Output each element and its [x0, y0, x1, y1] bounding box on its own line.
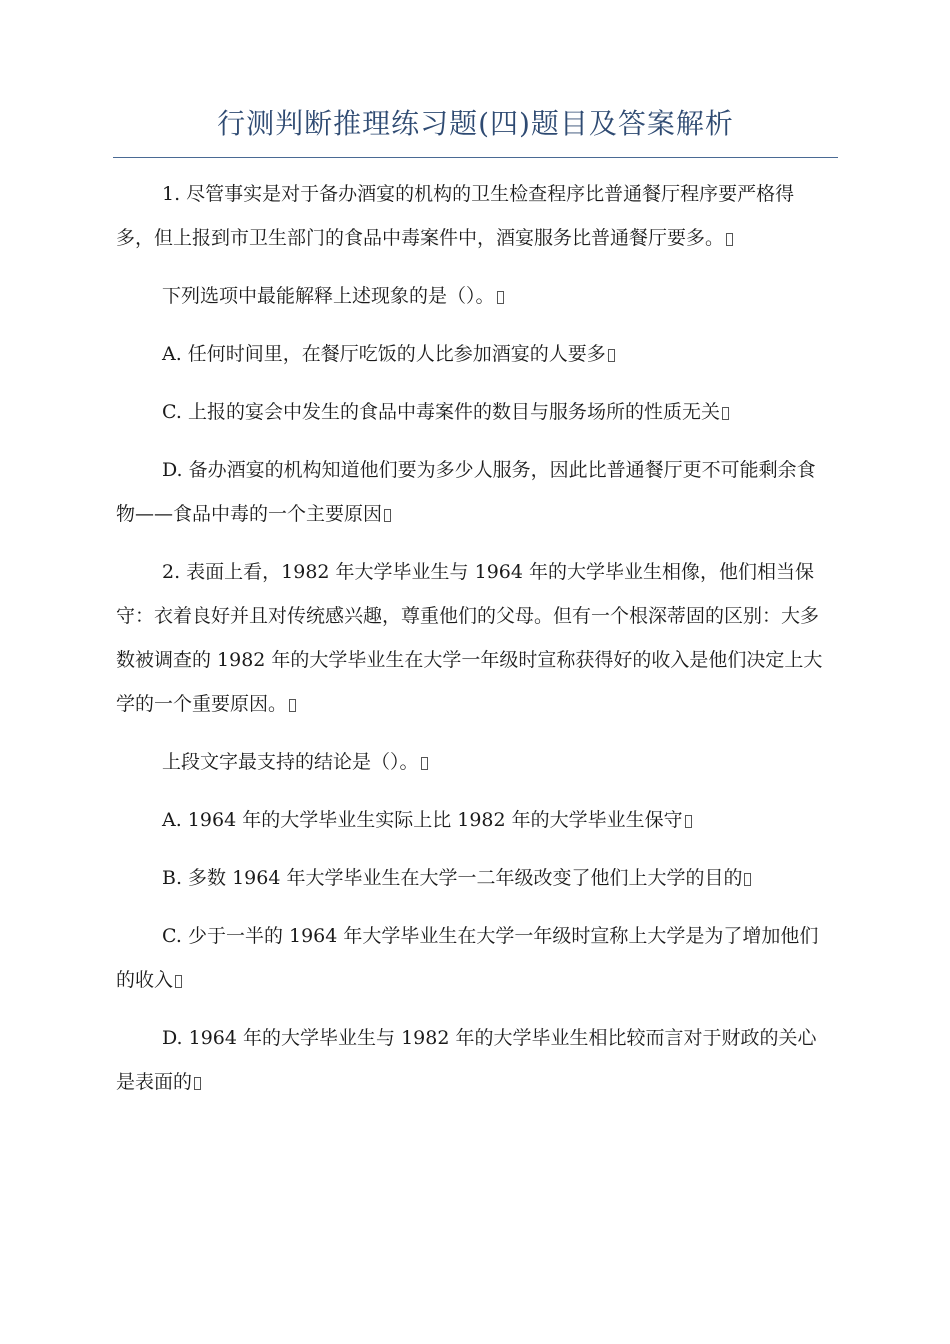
- question-1-option-a: A. 任何时间里，在餐厅吃饭的人比参加酒宴的人要多: [116, 332, 832, 376]
- paragraph-mark-icon: [194, 1077, 201, 1090]
- paragraph-mark-icon: [744, 873, 751, 886]
- question-1-prompt: 下列选项中最能解释上述现象的是（）。: [116, 274, 832, 318]
- paragraph-mark-icon: [175, 975, 182, 988]
- question-2-option-c: C. 少于一半的 1964 年大学毕业生在大学一年级时宣称上大学是为了增加他们的收入: [116, 925, 819, 991]
- question-1-stem: 1. 尽管事实是对于备办酒宴的机构的卫生检查程序比普通餐厅程序要严格得多，但上报到市卫生部门的食品中毒案件中，酒宴服务比普通餐厅要多。: [116, 183, 795, 249]
- paragraph-mark-icon: [685, 815, 692, 828]
- document-body: [116, 172, 832, 1118]
- question-2-prompt: 上段文字最支持的结论是（）。: [116, 740, 832, 784]
- paragraph-mark-icon: [421, 757, 428, 770]
- paragraph-mark-icon: [497, 291, 504, 304]
- question-2-option-b: B. 多数 1964 年大学毕业生在大学一二年级改变了他们上大学的目的: [116, 856, 832, 900]
- question-2-stem: 2. 表面上看，1982 年大学毕业生与 1964 年的大学毕业生相像，他们相当保守：衣着良好并且对传统感兴趣，尊重他们的父母。但有一个根深蒂固的区别：大多数被调查的 1982 年的大学毕业生在大学一年级时宣称获得好的收入是他们决定上大学的一个重要原因。: [116, 561, 823, 715]
- question-2-option-a: A. 1964 年的大学毕业生实际上比 1982 年的大学毕业生保守: [116, 798, 832, 842]
- question-1-option-c: C. 上报的宴会中发生的食品中毒案件的数目与服务场所的性质无关: [116, 390, 832, 434]
- document-title: 行测判断推理练习题(四)题目及答案解析: [217, 107, 734, 140]
- question-1-option-d: D. 备办酒宴的机构知道他们要为多少人服务，因此比普通餐厅更不可能剩余食物——食品中毒的一个主要原因: [116, 459, 816, 525]
- title-divider: [113, 157, 838, 158]
- question-2-option-d: D. 1964 年的大学毕业生与 1982 年的大学毕业生相比较而言对于财政的关心是表面的: [116, 1027, 817, 1093]
- paragraph-mark-icon: [384, 509, 391, 522]
- paragraph-mark-icon: [289, 699, 296, 712]
- paragraph-mark-icon: [608, 349, 615, 362]
- paragraph-mark-icon: [726, 233, 733, 246]
- paragraph-mark-icon: [722, 407, 729, 420]
